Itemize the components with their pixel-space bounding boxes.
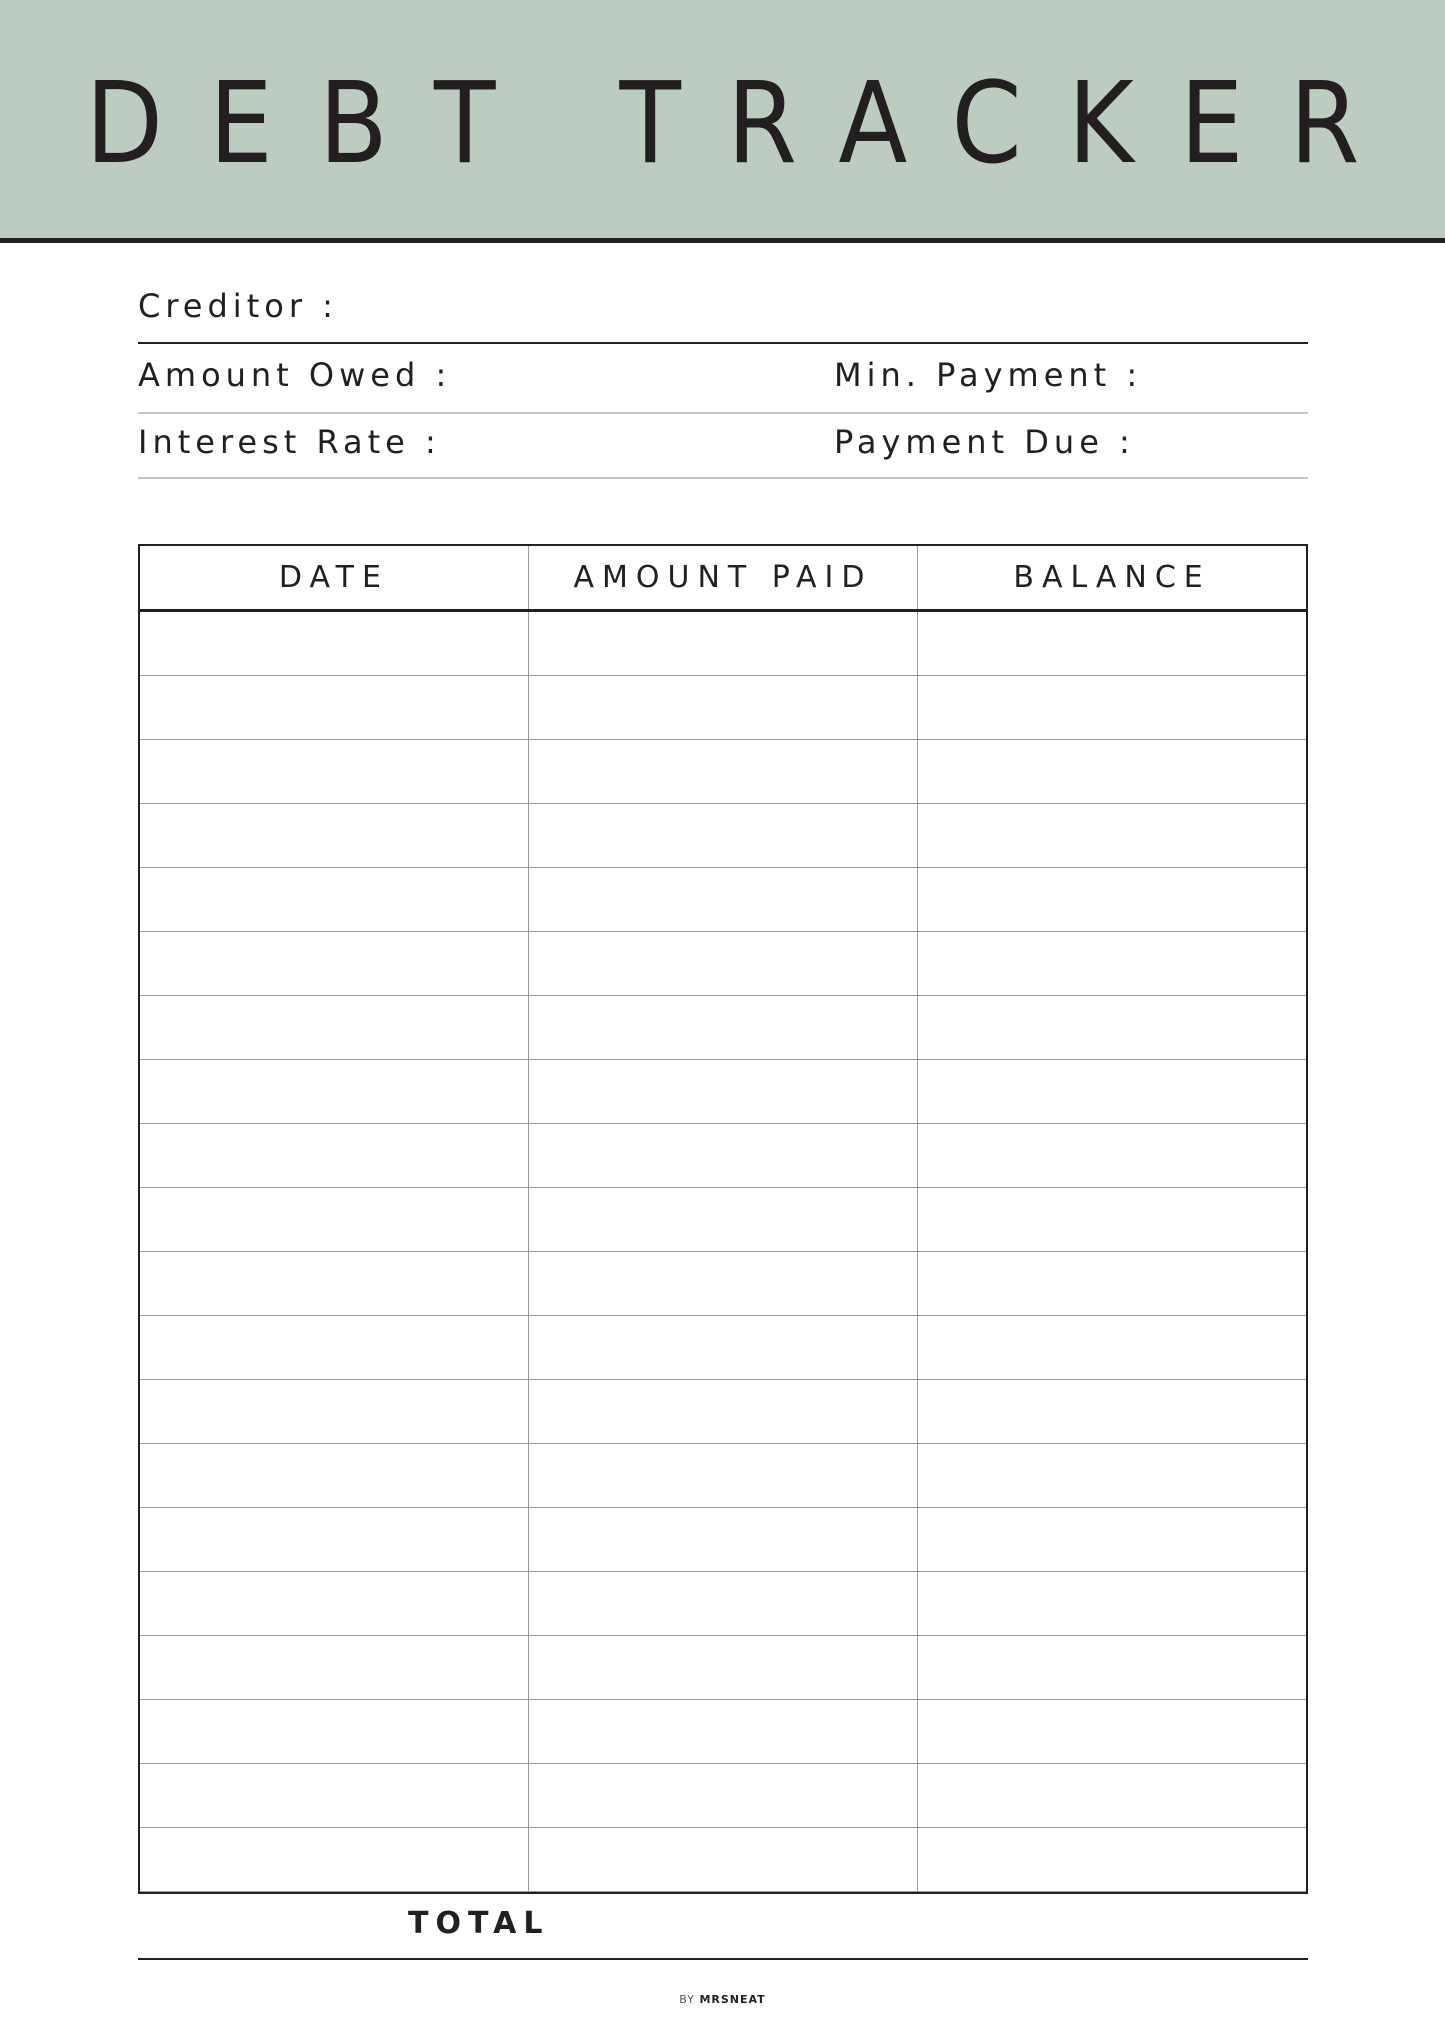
column-header-amount-paid: AMOUNT PAID	[528, 545, 917, 611]
amount-owed-line	[138, 412, 1308, 414]
date-cell[interactable]	[139, 740, 528, 804]
table-row	[139, 1636, 1307, 1700]
table-row	[139, 932, 1307, 996]
balance-cell[interactable]	[918, 1828, 1307, 1892]
amount-paid-cell[interactable]	[528, 1636, 917, 1700]
balance-cell[interactable]	[918, 1700, 1307, 1764]
date-cell[interactable]	[139, 868, 528, 932]
table-row	[139, 1508, 1307, 1572]
page-title: DEBT TRACKER	[85, 59, 1406, 189]
table-body	[139, 611, 1307, 1892]
balance-cell[interactable]	[918, 804, 1307, 868]
balance-cell[interactable]	[918, 1508, 1307, 1572]
amount-paid-cell[interactable]	[528, 1188, 917, 1252]
date-cell[interactable]	[139, 1252, 528, 1316]
table-row	[139, 1316, 1307, 1380]
amount-paid-cell[interactable]	[528, 1572, 917, 1636]
table-row	[139, 1764, 1307, 1828]
table-row	[139, 1444, 1307, 1508]
amount-paid-cell[interactable]	[528, 1828, 917, 1892]
date-cell[interactable]	[139, 1764, 528, 1828]
amount-paid-cell[interactable]	[528, 804, 917, 868]
amount-paid-cell[interactable]	[528, 1316, 917, 1380]
amount-paid-cell[interactable]	[528, 1124, 917, 1188]
footer-brand: MRSNEAT	[699, 1993, 766, 2006]
date-cell[interactable]	[139, 932, 528, 996]
balance-cell[interactable]	[918, 740, 1307, 804]
date-cell[interactable]	[139, 1828, 528, 1892]
amount-paid-cell[interactable]	[528, 676, 917, 740]
amount-paid-cell[interactable]	[528, 1444, 917, 1508]
table-row	[139, 676, 1307, 740]
interest-rate-label: Interest Rate :	[138, 423, 441, 461]
payment-log-table	[138, 544, 1308, 1892]
balance-cell[interactable]	[918, 1124, 1307, 1188]
balance-cell[interactable]	[918, 1316, 1307, 1380]
balance-cell[interactable]	[918, 1060, 1307, 1124]
date-cell[interactable]	[139, 1316, 528, 1380]
balance-cell[interactable]	[918, 1252, 1307, 1316]
header-banner	[0, 0, 1445, 243]
balance-cell[interactable]	[918, 1444, 1307, 1508]
balance-cell[interactable]	[918, 611, 1307, 676]
table-row	[139, 996, 1307, 1060]
balance-cell[interactable]	[918, 868, 1307, 932]
table-row	[139, 1572, 1307, 1636]
min-payment-label: Min. Payment :	[834, 356, 1143, 394]
amount-paid-cell[interactable]	[528, 740, 917, 804]
date-cell[interactable]	[139, 1636, 528, 1700]
amount-paid-cell[interactable]	[528, 932, 917, 996]
balance-cell[interactable]	[918, 932, 1307, 996]
amount-paid-cell[interactable]	[528, 996, 917, 1060]
date-cell[interactable]	[139, 1188, 528, 1252]
balance-cell[interactable]	[918, 676, 1307, 740]
total-label: TOTAL	[408, 1906, 550, 1941]
date-cell[interactable]	[139, 611, 528, 676]
table-row	[139, 1252, 1307, 1316]
date-cell[interactable]	[139, 1444, 528, 1508]
date-cell[interactable]	[139, 996, 528, 1060]
balance-cell[interactable]	[918, 1572, 1307, 1636]
table-row	[139, 1700, 1307, 1764]
table-header-row	[139, 545, 1307, 611]
date-cell[interactable]	[139, 1124, 528, 1188]
date-cell[interactable]	[139, 1380, 528, 1444]
footer-credit	[0, 1993, 1445, 2006]
amount-paid-cell[interactable]	[528, 611, 917, 676]
balance-cell[interactable]	[918, 1380, 1307, 1444]
amount-paid-cell[interactable]	[528, 868, 917, 932]
date-cell[interactable]	[139, 676, 528, 740]
balance-cell[interactable]	[918, 1636, 1307, 1700]
date-cell[interactable]	[139, 1572, 528, 1636]
column-header-balance: BALANCE	[918, 545, 1307, 611]
interest-rate-line	[138, 477, 1308, 479]
table-row	[139, 1188, 1307, 1252]
amount-paid-cell[interactable]	[528, 1508, 917, 1572]
balance-cell[interactable]	[918, 1764, 1307, 1828]
table-row	[139, 1060, 1307, 1124]
table-row	[139, 804, 1307, 868]
balance-cell[interactable]	[918, 1188, 1307, 1252]
date-cell[interactable]	[139, 804, 528, 868]
amount-paid-cell[interactable]	[528, 1700, 917, 1764]
balance-cell[interactable]	[918, 996, 1307, 1060]
amount-paid-cell[interactable]	[528, 1380, 917, 1444]
amount-paid-cell[interactable]	[528, 1764, 917, 1828]
amount-owed-label: Amount Owed :	[138, 356, 452, 394]
date-cell[interactable]	[139, 1700, 528, 1764]
date-cell[interactable]	[139, 1060, 528, 1124]
total-row	[138, 1892, 1308, 1960]
amount-paid-cell[interactable]	[528, 1060, 917, 1124]
date-cell[interactable]	[139, 1508, 528, 1572]
table-row	[139, 1124, 1307, 1188]
creditor-line	[138, 342, 1308, 344]
creditor-label: Creditor :	[138, 287, 338, 325]
table-row	[139, 1828, 1307, 1892]
table-row	[139, 740, 1307, 804]
table-row	[139, 868, 1307, 932]
amount-paid-cell[interactable]	[528, 1252, 917, 1316]
column-header-date: DATE	[139, 545, 528, 611]
footer-by: BY	[679, 1993, 695, 2006]
table-row	[139, 1380, 1307, 1444]
table-row	[139, 611, 1307, 676]
payment-due-label: Payment Due :	[834, 423, 1135, 461]
